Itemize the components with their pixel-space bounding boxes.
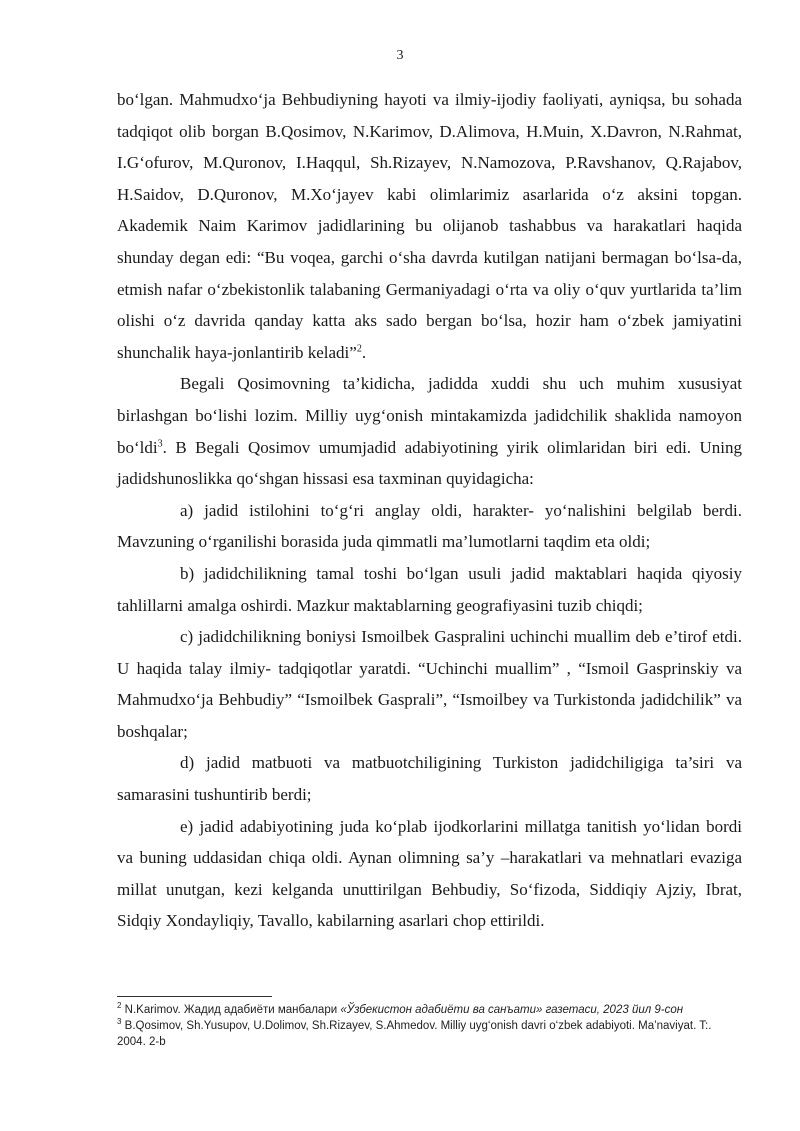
footnotes	[117, 1002, 742, 1050]
list-item-c: c) jadidchilikning boniysi Ismoilbek Gaspralini uchinchi muallim deb e’tirof etdi. U haqida talay ilmiy- tadqiqotlar yaratdi. “Uchinchi muallim” , “Ismoil Gasprinskiy va Mahmudxo‘ja Behbudiy” “Ismoilbek Gasprali”, “Ismoilbey va Turkistonda jadidchilik” va boshqalar;	[117, 627, 742, 741]
list-item-e: e) jadid adabiyotining juda ko‘plab ijodkorlarini millatga tanitish yo‘lidan bordi va buning uddasidan chiqa oldi. Aynan olimning sa’y –harakatlari va mehnatlari evaziga millat unutgan, kezi kelganda unuttirilgan Behbudiy, So‘fizoda, Siddiqiy Ajziy, Ibrat, Sidqiy Xondayliqiy, Tavallo, kabilarning asarlari chop ettirildi.	[117, 816, 742, 931]
footnote-ref-2[interactable]: 2	[356, 343, 362, 355]
page-number: 3	[396, 48, 404, 63]
body-text	[117, 84, 742, 937]
paragraph-1: bo‘lgan. Mahmudxo‘ja Behbudiyning hayoti va ilmiy-ijodiy faoliyati, ayniqsa, bu sohada tadqiqot olib borgan B.Qosimov, N.Karimov, D.Alimova, H.Muin, X.Davron, N.Rahmat, I.G‘ofurov, M.Quronov, I.Haqqul, Sh.Rizayev, N.Namozova, P.Ravshanov, Q.Rajabov, H.Saidov, D.Quronov, M.Xo‘jayev kabi olimlarimiz asarlarida o‘z aksini topgan. Akademik Naim Karimov jadidlarining bu olijanob tashabbus va harakatlari haqida shunday degan edi: “Bu voqea, garchi o‘sha davrda kutilgan natijani bermagan bo‘lsa-da, etmish nafar o‘zbekistonlik talabaning Germaniyadagi o‘rta va oliy o‘quv yurtlarida ta’lim olishi o‘z davrida qanday katta aks sado bergan bo‘lsa, hozir ham o‘zbek jamiyatini shunchalik haya-jonlantirib keladi”$^2$.	[117, 90, 742, 362]
list-item-b: b) jadidchilikning tamal toshi bo‘lgan usuli jadid maktablari haqida qiyosiy tahlillarni amalga oshirdi. Mazkur maktablarning geografiyasini tuzib chiqdi;	[117, 563, 742, 615]
footnote-3: $^3$ B.Qosimov, Sh.Yusupov, U.Dolimov, Sh.Rizayev, S.Ahmedov. Milliy uyg‘onish davri o‘zbek adabiyoti. Ma’naviyat. T:. 2004. 2-b	[117, 1017, 712, 1048]
list-item-d: d) jadid matbuoti va matbuotchiligining Turkiston jadidchiligiga ta’siri va samarasini tushuntirib berdi;	[117, 753, 742, 805]
list-item-a: a) jadid istilohini to‘g‘ri anglay oldi, harakter- yo‘nalishini belgilab berdi. Mavzuning o‘rganilishi borasida juda qimmatli ma’lumotlarni taqdim eta oldi;	[117, 500, 742, 552]
footnote-divider	[117, 996, 272, 997]
footnote-ref-3[interactable]: 3	[157, 437, 163, 449]
paragraph-2: Begali Qosimovning ta’kidicha, jadidda xuddi shu uch muhim xususiyat birlashgan bo‘lishi lozim. Milliy uyg‘onish mintakamizda jadidchilik shaklida namoyon bo‘ldi$^3$. B Begali Qosimov umumjadid adabiyotining yirik olimlaridan biri edi. Uning jadidshunoslikka qo‘shgan hissasi esa taxminan quyidagicha:	[117, 374, 742, 489]
footnote-2: $^2$ N.Karimov. Жадид адабиёти манбалари «Ўзбекистон адабиёти ва санъати» газетаси, 2023 йил 9-сон	[117, 1001, 684, 1016]
